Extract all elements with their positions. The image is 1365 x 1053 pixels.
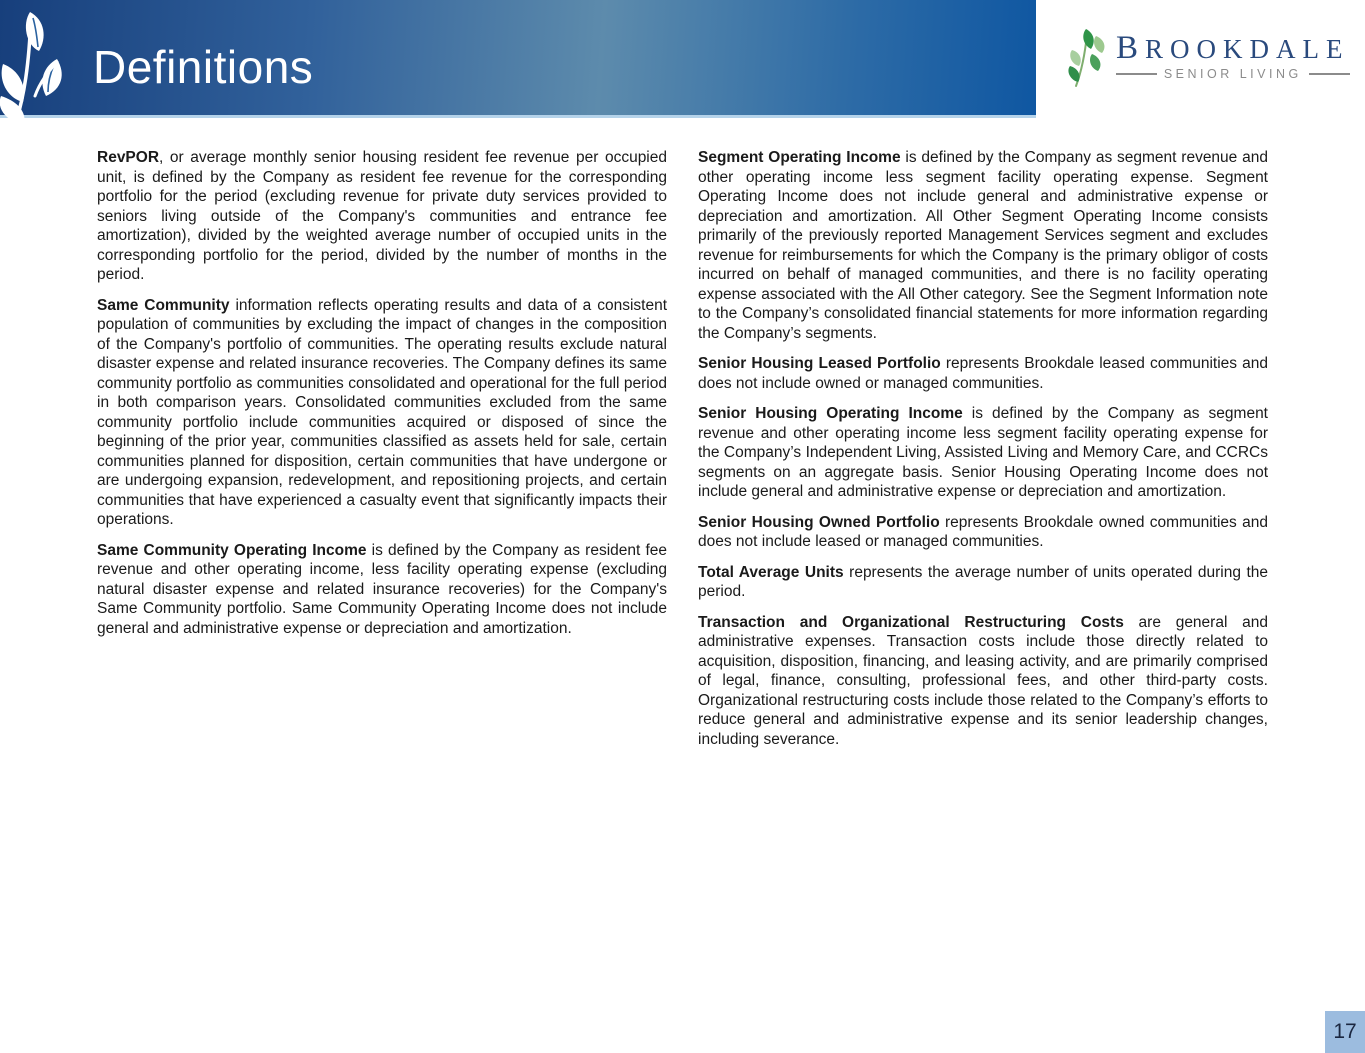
definition-term: Senior Housing Leased Portfolio: [698, 355, 941, 372]
definition-text: represents the average number of units operated during the period.: [698, 563, 1268, 600]
leaf-branch-icon: [0, 4, 92, 122]
definition-text: information reflects operating results and data of a consistent population of communities by excluding the impact of changes in the composition of the Company's portfolio of communities. The operating results exclude natural disaster expense and related insurance recoveries. The Company defines its same community portfolio as communities consolidated and operational for the full period in both comparison years. Consolidated communities excluded from the same community portfolio include communities acquired or disposed of since the beginning of the prior year, communities classified as assets held for sale, certain communities planned for disposition, certain communities that have undergone or are undergoing expansion, redevelopment, and repositioning projects, and certain communities that have experienced a casualty event that significantly impacts their operations.: [97, 296, 668, 528]
brand-text: [1116, 30, 1350, 81]
definition-text: is defined by the Company as segment revenue and other operating income less segment facility operating expense for the Company’s Independent Living, Assisted Living and Memory Care, and CCRCs segments on an aggregate basis. Senior Housing Operating Income does not include general and administrative expense or depreciation and amortization.: [698, 405, 1268, 500]
definition-term: Senior Housing Operating Income: [698, 405, 963, 422]
definition-term: Total Average Units: [698, 563, 844, 581]
definition-text: are general and administrative expenses. Transaction costs include those directly related to acquisition, disposition, financing, and leasing activity, and are primarily comprised of legal, finance, consulting, professional fees, and other third-party costs. Organizational restructuring costs include those related to the Company’s efforts to reduce general and administrative expense and its senior leadership changes, including severance.: [698, 613, 1268, 748]
definition-same-community-operating-income: [97, 541, 667, 639]
definition-revpor: [97, 148, 667, 285]
page-number: 17: [1333, 1020, 1357, 1043]
brand-tagline-row: [1116, 67, 1350, 81]
definition-senior-housing-operating-income: [698, 404, 1268, 502]
page-number-badge: [1325, 1011, 1365, 1053]
brand-name: BROOKDALE: [1116, 30, 1350, 66]
tagline-rule-right: [1309, 73, 1350, 75]
brookdale-logo: [1066, 26, 1350, 88]
definition-text: is defined by the Company as resident fee revenue and other operating income, less facility operating expense (excluding natural disaster expense and related insurance recoveries) for the Company's Same Community portfolio. Same Community Operating Income does not include general and administrative expense or depreciation and amortization.: [97, 541, 668, 637]
page-title: Definitions: [93, 41, 314, 93]
definition-transaction-restructuring-costs: [698, 613, 1268, 750]
header-band: [0, 0, 1036, 118]
definition-text: , or average monthly senior housing resident fee revenue per occupied unit, is defined by the Company as resident fee revenue for the corresponding portfolio for the period (excluding revenue for private duty services provided to seniors living outside of the Company's communities and entrance fee amortization), divided by the weighted average number of occupied units in the corresponding portfolio for the period, divided by the number of months in the period.: [97, 149, 667, 283]
definition-term: Senior Housing Owned Portfolio: [698, 513, 940, 531]
brookdale-leaf-icon: [1066, 26, 1110, 88]
definition-text: represents Brookdale owned communities and does not include leased or managed communities.: [698, 513, 1268, 550]
definition-total-average-units: [698, 563, 1268, 602]
definition-term: Segment Operating Income: [698, 149, 901, 166]
right-column: [698, 148, 1268, 760]
definition-term: Same Community Operating Income: [97, 541, 367, 559]
definition-text: represents Brookdale leased communities and does not include owned or managed communities.: [698, 355, 1268, 392]
left-column: [97, 148, 667, 649]
definition-term: Transaction and Organizational Restructuring Costs: [698, 613, 1124, 631]
definition-senior-housing-owned-portfolio: [698, 513, 1268, 552]
brand-tagline: SENIOR LIVING: [1163, 67, 1302, 81]
definition-senior-housing-leased-portfolio: [698, 354, 1268, 393]
definition-same-community: [97, 296, 667, 530]
definition-term: Same Community: [97, 296, 230, 314]
definition-term: RevPOR: [97, 149, 160, 166]
definition-segment-operating-income: [698, 148, 1268, 343]
tagline-rule-left: [1116, 73, 1157, 75]
definition-text: is defined by the Company as segment revenue and other operating income less segment facility operating expense. Segment Operating Income does not include general and administrative expense or depreciation and amortization. All Other Segment Operating Income consists primarily of the previously reported Management Services segment and excludes revenue for reimbursements for which the Company is the primary obligor of costs incurred on behalf of managed communities, and there is no facility operating expense associated with the All Other category. See the Segment Information note to the Company’s consolidated financial statements for more information regarding the Company’s segments.: [698, 149, 1268, 342]
